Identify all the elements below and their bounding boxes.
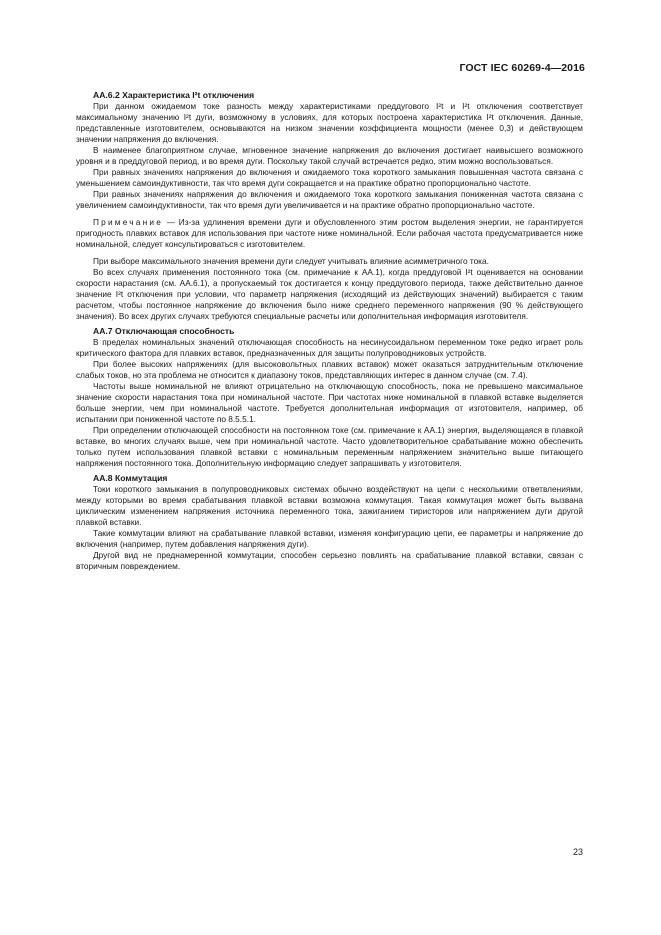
paragraph: При выборе максимального значения времени дуги следует учитывать влияние асимметричного тока.: [93, 256, 489, 266]
paragraph: Другой вид не преднамеренной коммутации, способен серьезно повлиять на срабатывание плавкой вставки, связан с вторичным повреждением.: [76, 550, 583, 571]
paragraph: В пределах номинальных значений отключающая способность на несинусоидальном переменном токе редко играет роль критического фактора для плавких вставок, предназначенных для защиты полупроводниковых устройств.: [76, 337, 583, 358]
section-heading-aa62: АА.6.2 Характеристика I²t отключения: [93, 90, 255, 100]
paragraph: При более высоких напряжениях (для высоковольтных плавких вставок) может оказаться затруднительным отключение слабых токов, но эта проблема не относится к диапазону токов, представляющих интерес в данном случае (см. 7.4).: [76, 359, 583, 380]
note-text: — Из-за удлинения времени дуги и обусловленного этим ростом выделения энергии, не гарантируется пригодность плавких вставок для использования при частоте ниже номинальной. Если рабочая частота предусматривается ниже номинальной, следует консультироваться с изготовителем.: [76, 217, 583, 249]
paragraph: Такие коммутации влияют на срабатывание плавкой вставки, изменяя конфигурацию цепи, ее параметры и напряжение до включения (например, путем добавления напряжения дуги).: [76, 528, 583, 549]
section-heading-aa8: АА.8 Коммутация: [93, 473, 168, 483]
note-label: Примечание: [93, 217, 164, 227]
note-paragraph: [76, 217, 583, 250]
paragraph: Частоты выше номинальной не влияют отрицательно на отключающую способность, пока не превышено максимальное значение скорости нарастания тока при номинальной частоте. При частотах ниже номинальной в плавкой вставке выделяется больше энергии, чем при номинальной частоте. Требуется дополнительная информация от изготовителя, например, об испытании при пониженной частоте по 8.5.5.1.: [76, 381, 583, 424]
document-header: ГОСТ IEC 60269-4—2016: [459, 62, 585, 74]
paragraph: При определении отключающей способности на постоянном токе (см. примечание к АА.1) энергия, выделяющаяся в плавкой вставке, во многих случаях выше, чем при номинальной частоте. Часто удовлетворительное срабатывание можно обеспечить только путем использования плавкой вставки с номинальным переменным напряжением значительно выше питающего напряжения постоянного тока. Дополнительную информацию следует запрашивать у изготовителя.: [76, 425, 583, 468]
paragraph: В наименее благоприятном случае, мгновенное значение напряжения до включения достигает наивысшего возможного уровня и в преддуговой период, и во время дуги. Поскольку такой случай встречается редко, этим можно воспользоваться.: [76, 145, 583, 166]
paragraph: При данном ожидаемом токе разность между характеристиками преддугового I²t и I²t отключения соответствует максимальному значению I²t дуги, возможному в условиях, для которых построена характеристика I²t отключения. Данные, представленные изготовителем, основываются на низком значении коэффициента мощности (менее 0,3) и действующем значении напряжения до включения.: [76, 101, 583, 144]
page-number: 23: [572, 847, 583, 857]
section-heading-aa7: АА.7 Отключающая способность: [93, 326, 235, 336]
paragraph: При равных значениях напряжения до включения и ожидаемого тока короткого замыкания пониженная частота связана с увеличением самоиндуктивности, так что время дуги увеличивается и на практике обратно пропорционально частоте.: [76, 189, 583, 210]
paragraph: Токи короткого замыкания в полупроводниковых системах обычно воздействуют на цепи с несколькими ответвлениями, между которыми во время срабатывания плавкой вставки возможна коммутация. Такая коммутация может быть вызвана циклическим изменением напряжения источника переменного тока, зажиганием тиристоров или напряжением дуги другой плавкой вставки.: [76, 484, 583, 527]
paragraph: При равных значениях напряжения до включения и ожидаемого тока короткого замыкания повышенная частота связана с уменьшением самоиндуктивности, так что время дуги сокращается и на практике обратно пропорционально частоте.: [76, 167, 583, 188]
document-body: [76, 90, 583, 572]
paragraph: Во всех случаях применения постоянного тока (см. примечание к АА.1), когда преддуговой I²t оценивается на основании скорости нарастания (см. АА.6.1), а пропускаемый ток достигается к концу преддугового периода, также действительно данное значение I²t отключения при условии, что параметр напряжения (исходящий из действующих значений) выбирается с таким расчетом, чтобы постоянное напряжение до включения было ниже среднего переменного напряжения (90 % действующего значения). Во всех других случаях требуются специальные расчеты или дополнительная информация изготовителя.: [76, 267, 583, 321]
